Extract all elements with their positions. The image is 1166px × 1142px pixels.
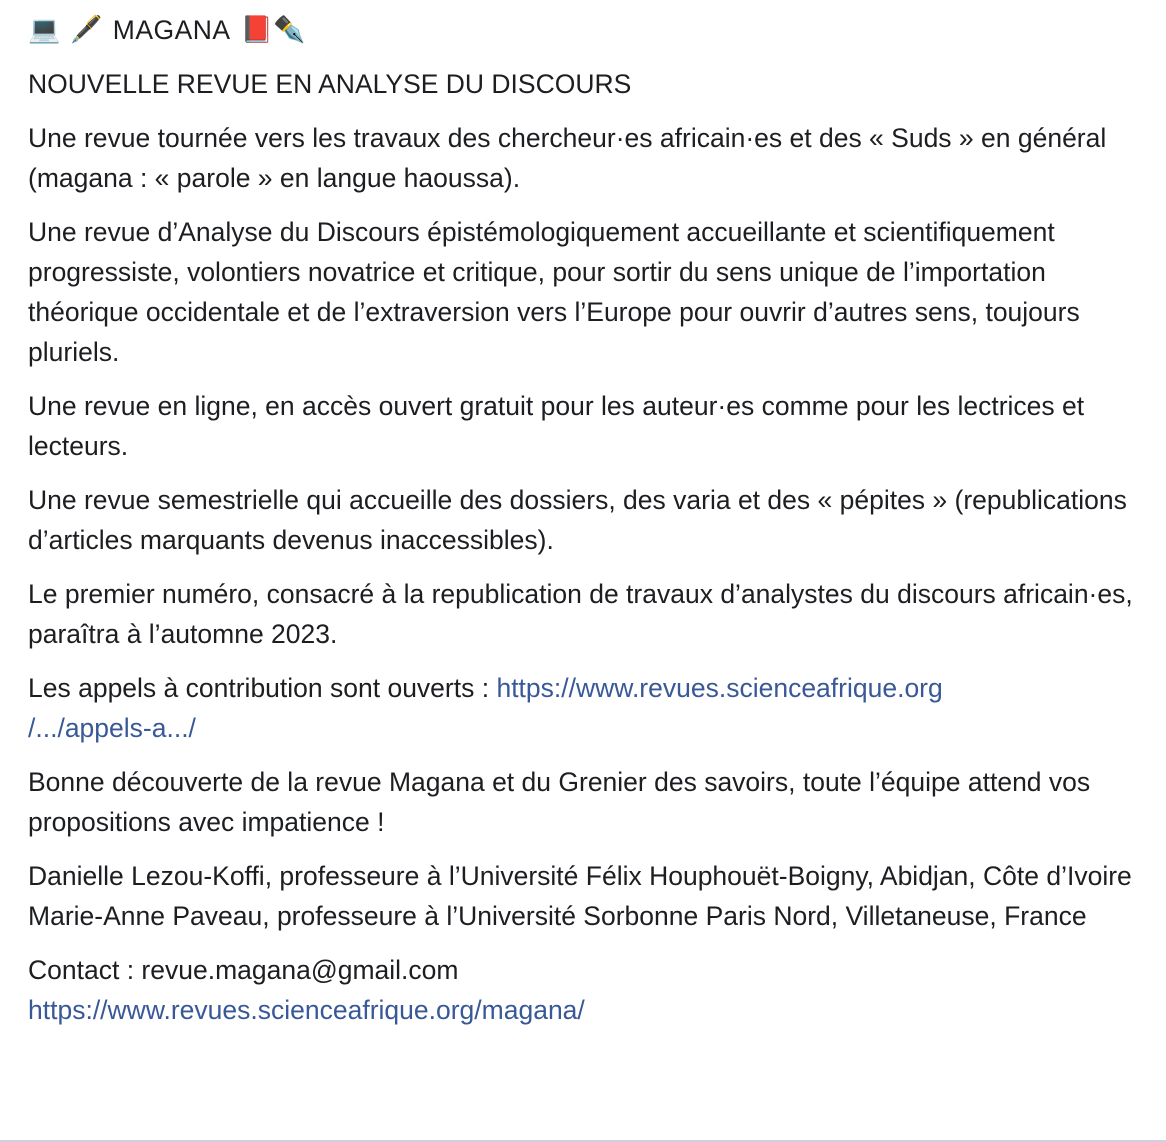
journal-name: MAGANA (112, 15, 231, 45)
closing-paragraph: Bonne découverte de la revue Magana et du Grenier des savoirs, toute l’équipe attend vos propositions avec impatience ! (28, 767, 1091, 837)
journal-link[interactable]: https://www.revues.scienceafrique.org/magana/ (28, 995, 585, 1025)
contact-email: Contact : revue.magana@gmail.com (28, 955, 459, 985)
call-for-papers (28, 668, 1148, 748)
nib-icon: ✒️ (272, 15, 306, 45)
signature-line: Danielle Lezou-Koffi, professeure à l’Université Félix Houphouët-Boigny, Abidjan, Côte d’Ivoire (28, 861, 1132, 891)
signatures (28, 856, 1148, 936)
paragraph: Une revue d’Analyse du Discours épistémologiquement accueillante et scientifiquement progressiste, volontiers novatrice et critique, pour sortir du sens unique de l’importation théorique occidentale et de l’extraversion vers l’Europe pour ouvrir d’autres sens, toujours pluriels. (28, 217, 1080, 367)
post-header (28, 10, 1148, 50)
paragraph: Le premier numéro, consacré à la republication de travaux d’analystes du discours africain·es, paraîtra à l’automne 2023. (28, 579, 1133, 649)
paragraph: Une revue en ligne, en accès ouvert gratuit pour les auteur·es comme pour les lectrices et lecteurs. (28, 391, 1085, 461)
signature-line: Marie-Anne Paveau, professeure à l’Université Sorbonne Paris Nord, Villetaneuse, France (28, 901, 1087, 931)
pen-icon: 🖋️ (70, 15, 103, 45)
call-link-part-1[interactable]: https://www.revues.scienceafrique.org (496, 673, 943, 703)
call-link-part-2[interactable]: /.../appels-a.../ (28, 713, 196, 743)
call-text: Les appels à contribution sont ouverts : (28, 673, 497, 703)
paragraph: Une revue semestrielle qui accueille des dossiers, des varia et des « pépites » (republications d’articles marquants devenus inaccessibles). (28, 485, 1127, 555)
paragraph: Une revue tournée vers les travaux des chercheur·es africain·es et des « Suds » en général (magana : « parole » en langue haoussa). (28, 123, 1107, 193)
contact-block (28, 950, 1148, 1030)
laptop-icon: 💻 (28, 15, 61, 45)
book-icon: 📕 (240, 15, 273, 45)
post-body (28, 10, 1148, 1044)
post-heading: NOUVELLE REVUE EN ANALYSE DU DISCOURS (28, 69, 632, 99)
